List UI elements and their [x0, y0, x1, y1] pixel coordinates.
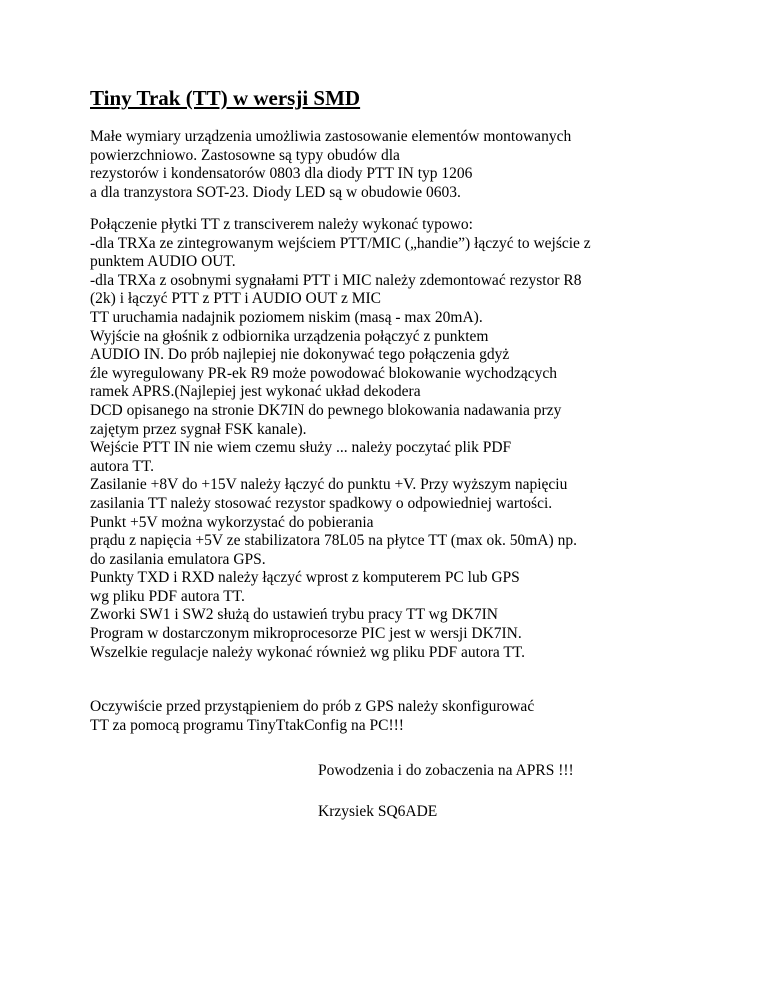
instruction-line: ramek APRS.(Najlepiej jest wykonać układ dekodera — [90, 383, 421, 401]
config-note-line: TT za pomocą programu TinyTtakConfig na PC!!! — [90, 716, 404, 734]
instruction-line: Połączenie płytki TT z transciverem należy wykonać typowo: — [90, 216, 473, 233]
instruction-line: zasilania TT należy stosować rezystor spadkowy o odpowiedniej wartości. — [90, 494, 553, 512]
instruction-line: Punkt +5V można wykorzystać do pobierania — [90, 513, 374, 531]
intro-line: a dla tranzystora SOT-23. Diody LED są w obudowie 0603. — [90, 183, 461, 201]
intro-line: rezystorów i kondensatorów 0803 dla diody PTT IN typ 1206 — [90, 165, 473, 183]
instruction-line: zajętym przez sygnał FSK kanale). — [90, 420, 307, 438]
instruction-line: (2k) i łączyć PTT z PTT i AUDIO OUT z MIC — [90, 290, 382, 308]
intro-line: powierzchniowo. Zastosowne są typy obudów dla — [90, 146, 400, 164]
instruction-line: Punkty TXD i RXD należy łączyć wprost z komputerem PC lub GPS — [90, 569, 520, 587]
instruction-line: Zworki SW1 i SW2 służą do ustawień trybu pracy TT wg DK7IN — [90, 606, 498, 624]
configuration-note-paragraph — [90, 698, 534, 735]
instruction-line: autora TT. — [90, 457, 154, 475]
instruction-line: Wejście PTT IN nie wiem czemu służy ... należy poczytać plik PDF — [90, 439, 512, 457]
instruction-line: AUDIO IN. Do prób najlepiej nie dokonywać tego połączenia gdyż — [90, 346, 510, 364]
closing-greeting: Powodzenia i do zobaczenia na APRS !!! — [318, 762, 574, 779]
instruction-line: źle wyregulowany PR-ek R9 może powodować blokowanie wychodzących — [90, 364, 558, 382]
instruction-line: -dla TRXa ze zintegrowanym wejściem PTT/MIC („handie”) łączyć to wejście z — [90, 234, 591, 252]
instruction-line: punktem AUDIO OUT. — [90, 253, 236, 271]
instruction-line: prądu z napięcia +5V ze stabilizatora 78L05 na płytce TT (max ok. 50mA) np. — [90, 532, 577, 550]
instruction-line: Zasilanie +8V do +15V należy łączyć do punktu +V. Przy wyższym napięciu — [90, 476, 568, 494]
instruction-line: -dla TRXa z osobnymi sygnałami PTT i MIC należy zdemontować rezystor R8 — [90, 271, 582, 289]
document-title: Tiny Trak (TT) w wersji SMD — [90, 86, 361, 110]
instruction-line: do zasilania emulatora GPS. — [90, 550, 266, 568]
instruction-line: TT uruchamia nadajnik poziomem niskim (masą - max 20mA). — [90, 308, 483, 326]
intro-line: Małe wymiary urządzenia umożliwia zastosowanie elementów montowanych — [90, 128, 572, 145]
connection-instructions-paragraph — [90, 216, 591, 662]
instruction-line: Program w dostarczonym mikroprocesorze PIC jest w wersji DK7IN. — [90, 625, 522, 643]
intro-paragraph — [90, 128, 571, 202]
instruction-line: Wszelkie regulacje należy wykonać również wg pliku PDF autora TT. — [90, 643, 525, 661]
instruction-line: DCD opisanego na stronie DK7IN do pewnego blokowania nadawania przy — [90, 401, 562, 419]
instruction-line: wg pliku PDF autora TT. — [90, 587, 245, 605]
author-signature: Krzysiek SQ6ADE — [318, 803, 438, 820]
instruction-line: Wyjście na głośnik z odbiornika urządzenia połączyć z punktem — [90, 327, 489, 345]
config-note-line: Oczywiście przed przystąpieniem do prób z GPS należy skonfigurować — [90, 698, 535, 715]
